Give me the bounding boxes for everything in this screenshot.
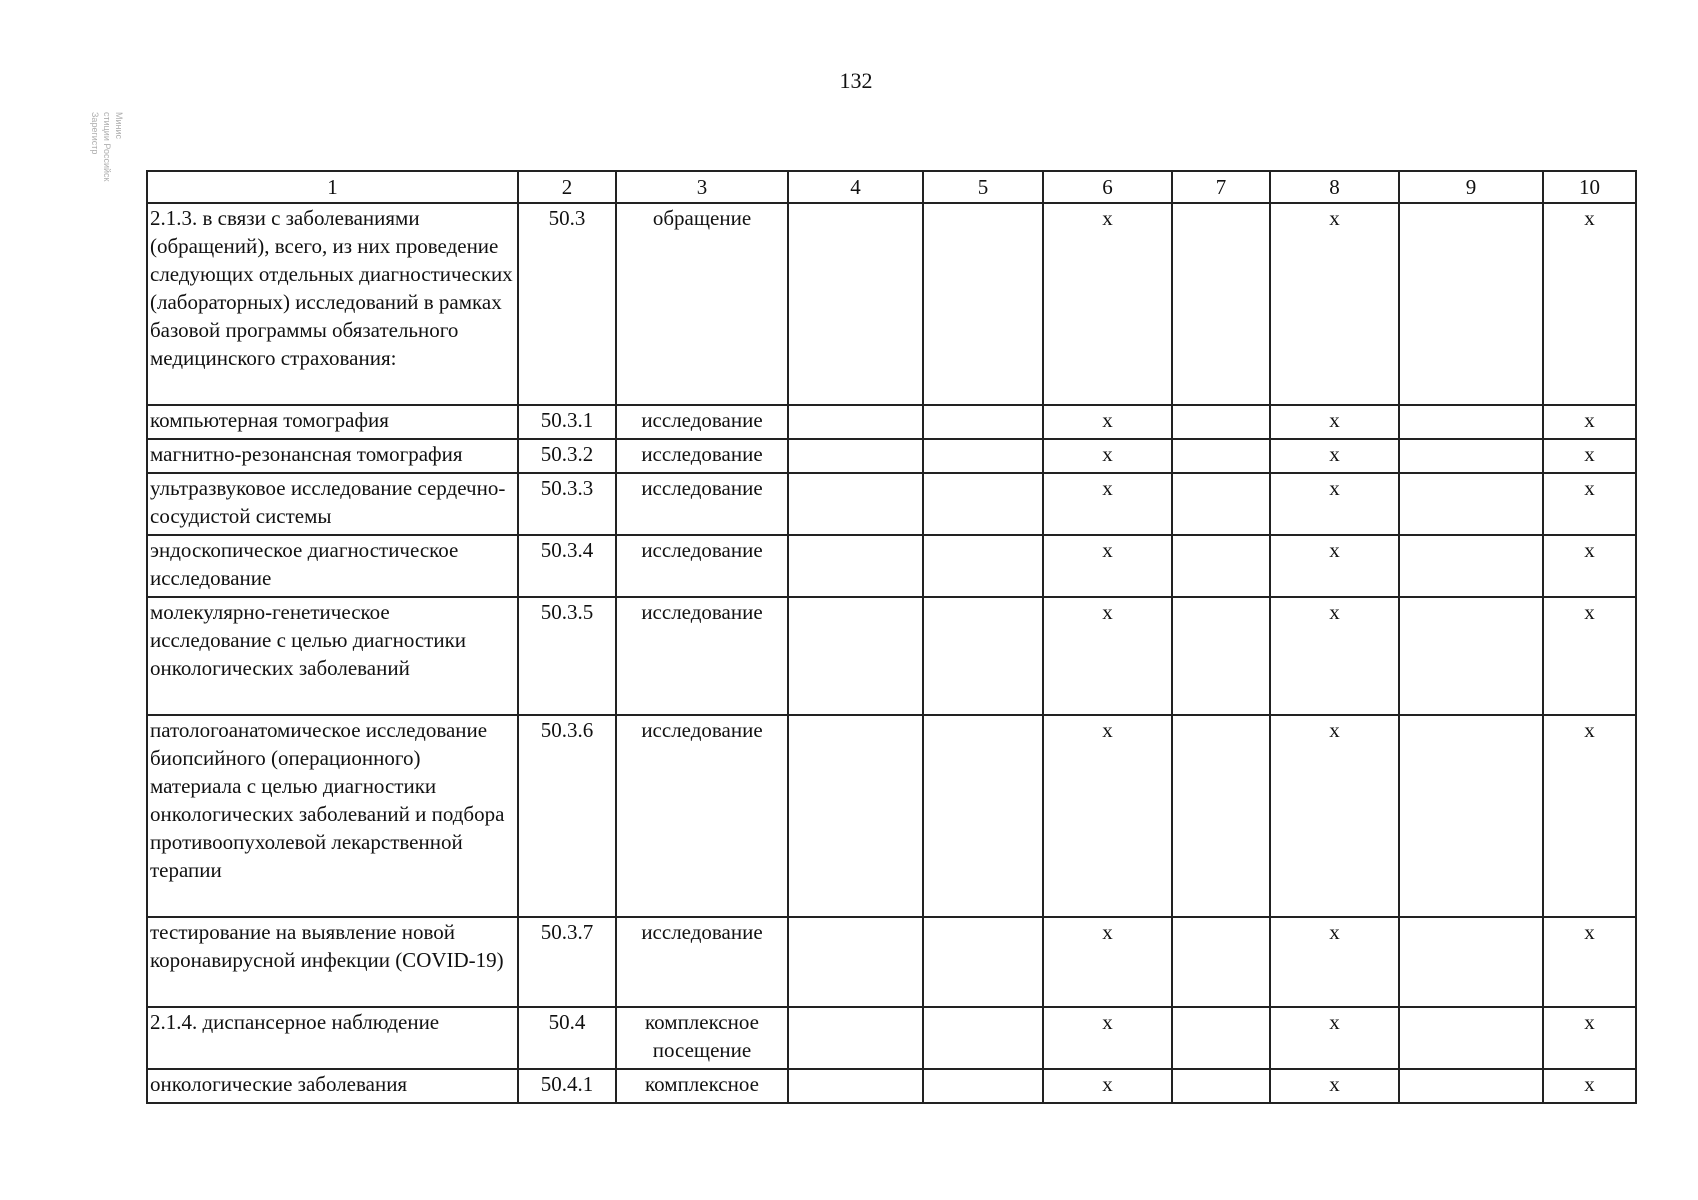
cell-col6: x: [1043, 473, 1172, 535]
cell-col4: [788, 1069, 923, 1103]
cell-col5: [923, 535, 1043, 597]
stamp-line: стиции Российск: [102, 112, 112, 182]
cell-col7: [1172, 439, 1270, 473]
row-code: 50.3.2: [518, 439, 616, 473]
cell-col9: [1399, 439, 1543, 473]
row-unit: исследование: [616, 473, 788, 535]
cell-col8: x: [1270, 535, 1399, 597]
cell-col6: x: [1043, 597, 1172, 715]
cell-col10: x: [1543, 917, 1636, 1007]
cell-col6: x: [1043, 715, 1172, 917]
cell-col7: [1172, 597, 1270, 715]
cell-col7: [1172, 715, 1270, 917]
cell-col10: x: [1543, 203, 1636, 405]
header-cell: 5: [923, 171, 1043, 203]
cell-col10: x: [1543, 715, 1636, 917]
cell-col9: [1399, 405, 1543, 439]
table-row: [147, 473, 1636, 535]
cell-col9: [1399, 203, 1543, 405]
cell-col10: x: [1543, 535, 1636, 597]
cell-col10: x: [1543, 1069, 1636, 1103]
row-unit: исследование: [616, 597, 788, 715]
row-code: 50.3.6: [518, 715, 616, 917]
cell-col7: [1172, 1007, 1270, 1069]
cell-col5: [923, 203, 1043, 405]
row-code: 50.3: [518, 203, 616, 405]
cell-col7: [1172, 405, 1270, 439]
row-name: магнитно-резонансная томография: [147, 439, 518, 473]
header-cell: 8: [1270, 171, 1399, 203]
cell-col5: [923, 405, 1043, 439]
row-unit: исследование: [616, 405, 788, 439]
cell-col6: x: [1043, 535, 1172, 597]
header-cell: 6: [1043, 171, 1172, 203]
cell-col8: x: [1270, 405, 1399, 439]
header-cell: 10: [1543, 171, 1636, 203]
cell-col4: [788, 439, 923, 473]
header-cell: 9: [1399, 171, 1543, 203]
cell-col10: x: [1543, 439, 1636, 473]
cell-col5: [923, 1069, 1043, 1103]
header-cell: 4: [788, 171, 923, 203]
header-cell: 1: [147, 171, 518, 203]
cell-col9: [1399, 535, 1543, 597]
row-code: 50.3.1: [518, 405, 616, 439]
row-code: 50.3.7: [518, 917, 616, 1007]
row-name: компьютерная томография: [147, 405, 518, 439]
registration-stamp: [40, 112, 130, 302]
row-unit: исследование: [616, 715, 788, 917]
header-cell: 7: [1172, 171, 1270, 203]
cell-col10: x: [1543, 405, 1636, 439]
cell-col8: x: [1270, 715, 1399, 917]
row-unit: комплексное посещение: [616, 1007, 788, 1069]
row-code: 50.3.5: [518, 597, 616, 715]
table-row: [147, 917, 1636, 1007]
cell-col4: [788, 203, 923, 405]
cell-col9: [1399, 715, 1543, 917]
cell-col9: [1399, 1069, 1543, 1103]
cell-col6: x: [1043, 1007, 1172, 1069]
table-row: [147, 1069, 1636, 1103]
cell-col9: [1399, 917, 1543, 1007]
cell-col5: [923, 715, 1043, 917]
table-row: [147, 439, 1636, 473]
cell-col4: [788, 1007, 923, 1069]
row-code: 50.3.3: [518, 473, 616, 535]
cell-col6: x: [1043, 439, 1172, 473]
cell-col5: [923, 473, 1043, 535]
stamp-line: Зарегистр: [90, 112, 100, 155]
cell-col5: [923, 917, 1043, 1007]
table-row: [147, 405, 1636, 439]
row-name: 2.1.4. диспансерное наблюдение: [147, 1007, 518, 1069]
cell-col8: x: [1270, 1069, 1399, 1103]
cell-col8: x: [1270, 597, 1399, 715]
cell-col7: [1172, 473, 1270, 535]
row-unit: исследование: [616, 535, 788, 597]
cell-col6: x: [1043, 1069, 1172, 1103]
table-row: [147, 597, 1636, 715]
row-name: тестирование на выявление новой коронавирусной инфекции (COVID-19): [147, 917, 518, 1007]
cell-col4: [788, 473, 923, 535]
table-header-row: [147, 171, 1636, 203]
row-name: патологоанатомическое исследование биопсийного (операционного) материала с целью диагностики онкологических заболеваний и подбора противоопухолевой лекарственной терапии: [147, 715, 518, 917]
data-table: [146, 170, 1637, 1104]
cell-col9: [1399, 1007, 1543, 1069]
cell-col10: x: [1543, 1007, 1636, 1069]
cell-col10: x: [1543, 473, 1636, 535]
table-row: [147, 203, 1636, 405]
row-code: 50.3.4: [518, 535, 616, 597]
cell-col5: [923, 1007, 1043, 1069]
cell-col9: [1399, 473, 1543, 535]
cell-col7: [1172, 1069, 1270, 1103]
cell-col4: [788, 715, 923, 917]
page-number: 132: [839, 68, 873, 93]
table-row: [147, 715, 1636, 917]
header-cell: 3: [616, 171, 788, 203]
cell-col6: x: [1043, 203, 1172, 405]
header-cell: 2: [518, 171, 616, 203]
row-name: эндоскопическое диагностическое исследование: [147, 535, 518, 597]
cell-col8: x: [1270, 917, 1399, 1007]
cell-col5: [923, 597, 1043, 715]
cell-col4: [788, 535, 923, 597]
cell-col7: [1172, 917, 1270, 1007]
cell-col8: x: [1270, 439, 1399, 473]
cell-col8: x: [1270, 1007, 1399, 1069]
cell-col4: [788, 405, 923, 439]
row-unit: комплексное: [616, 1069, 788, 1103]
row-name: ультразвуковое исследование сердечно-сосудистой системы: [147, 473, 518, 535]
row-name: молекулярно-генетическое исследование с целью диагностики онкологических заболеваний: [147, 597, 518, 715]
cell-col8: x: [1270, 473, 1399, 535]
row-unit: исследование: [616, 439, 788, 473]
row-unit: исследование: [616, 917, 788, 1007]
stamp-line: Минис: [114, 112, 124, 140]
cell-col10: x: [1543, 597, 1636, 715]
row-name: онкологические заболевания: [147, 1069, 518, 1103]
row-code: 50.4: [518, 1007, 616, 1069]
cell-col5: [923, 439, 1043, 473]
cell-col6: x: [1043, 917, 1172, 1007]
cell-col9: [1399, 597, 1543, 715]
table-row: [147, 535, 1636, 597]
cell-col8: x: [1270, 203, 1399, 405]
cell-col4: [788, 917, 923, 1007]
cell-col6: x: [1043, 405, 1172, 439]
row-code: 50.4.1: [518, 1069, 616, 1103]
cell-col7: [1172, 203, 1270, 405]
row-name: 2.1.3. в связи с заболеваниями (обращений), всего, из них проведение следующих отдельных диагностических (лабораторных) исследований в рамках базовой программы обязательного медицинского страхования:: [147, 203, 518, 405]
cell-col7: [1172, 535, 1270, 597]
cell-col4: [788, 597, 923, 715]
table-row: [147, 1007, 1636, 1069]
row-unit: обращение: [616, 203, 788, 405]
